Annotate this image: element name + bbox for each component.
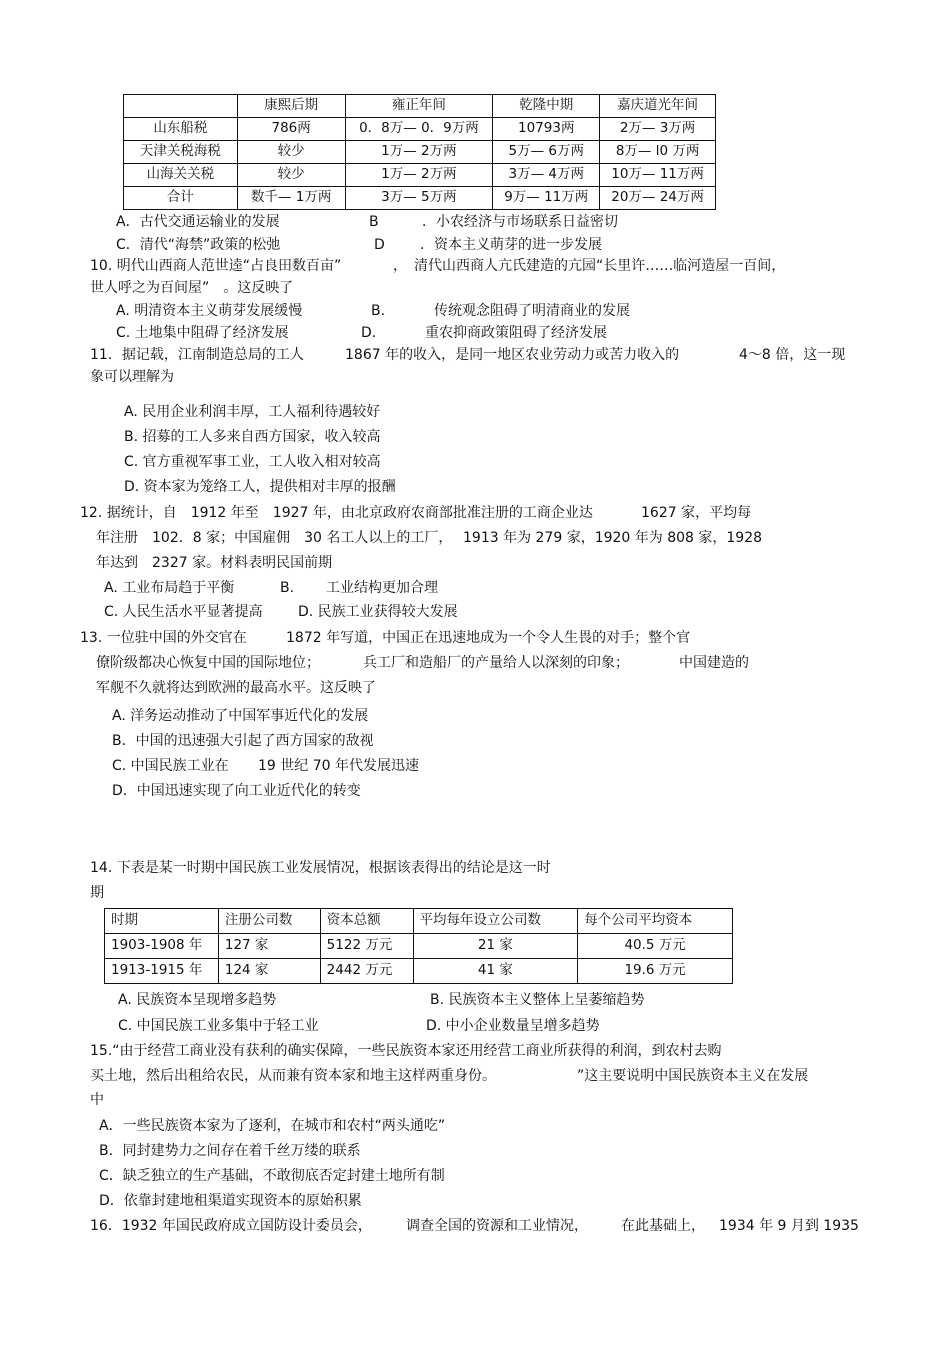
table-cell: 10793两: [493, 118, 600, 141]
option-d: ．资本主义萌芽的进一步发展: [420, 237, 602, 253]
option-c: C. 人民生活水平显著提高: [104, 604, 263, 620]
question-10-text: ，: [393, 258, 407, 274]
option-c: C. 官方重视军事工业，工人收入相对较高: [124, 454, 381, 470]
question-16-text: 16．1932 年国民政府成立国防设计委员会，: [90, 1218, 372, 1234]
table-cell: 山海关关税: [124, 164, 238, 187]
option-c: C．缺乏独立的生产基础，不敢彻底否定封建土地所有制: [99, 1168, 445, 1184]
question-12-text: 1913 年为 279 家，1920 年为 808 家，1928: [463, 530, 763, 546]
table-cell: 127 家: [218, 934, 320, 959]
option-c: C. 中国民族工业在: [112, 758, 229, 774]
table-cell: 3万— 5万两: [345, 187, 493, 210]
question-12-text: 12. 据统计，自 1912 年至 1927 年，由北京政府农商部批准注册的工商企业达: [80, 505, 593, 521]
table-cell: 0．8万— 0．9万两: [345, 118, 493, 141]
option-d: D．依靠封建地租渠道实现资本的原始积累: [99, 1193, 362, 1209]
table-header-row: [124, 95, 716, 118]
question-15-text: 中: [90, 1092, 104, 1108]
option-c: C. 中国民族工业多集中于轻工业: [118, 1018, 319, 1034]
question-13-text: 僚阶级都决心恢复中国的国际地位；: [96, 655, 320, 671]
option-b: B. 招募的工人多来自西方国家，收入较高: [124, 429, 381, 445]
question-11-text: 11．据记载，江南制造总局的工人: [90, 347, 304, 363]
option-a: A．古代交通运输业的发展: [116, 214, 280, 230]
table-header-cell: [124, 95, 238, 118]
question-15-text: 15.“由于经营工商业没有获利的确实保障，一些民族资本家还用经营工商业所获得的利润，到农村去购: [90, 1043, 722, 1059]
option-a: A. 明清资本主义萌芽发展缓慢: [116, 303, 303, 319]
option-b-letter: B.: [280, 580, 295, 596]
option-a: A. 洋务运动推动了中国军事近代化的发展: [112, 708, 369, 724]
table-header-cell: 雍正年间: [345, 95, 493, 118]
option-c: 19 世纪 70 年代发展迅速: [258, 758, 419, 774]
option-a: A. 民用企业利润丰厚，工人福利待遇较好: [124, 404, 381, 420]
table-cell: 5122 万元: [320, 934, 413, 959]
question-13-text: 13. 一位驻中国的外交官在: [80, 630, 247, 646]
table-cell: 1913-1915 年: [105, 959, 219, 984]
question-10-text: 10. 明代山西商人范世逵“占良田数百亩”: [90, 258, 342, 274]
question-14-text: 期: [90, 885, 104, 901]
table-cell: 40.5 万元: [578, 934, 733, 959]
table-header-cell: 康熙后期: [237, 95, 345, 118]
table-cell: 19.6 万元: [578, 959, 733, 984]
table-header-cell: 每个公司平均资本: [578, 909, 733, 934]
table-cell: 较少: [237, 164, 345, 187]
option-b: 工业结构更加合理: [326, 580, 438, 596]
table-cell: 天津关税海税: [124, 141, 238, 164]
table-cell: 3万— 4万两: [493, 164, 600, 187]
question-14-text: 14. 下表是某一时期中国民族工业发展情况，根据该表得出的结论是这一时: [90, 860, 551, 876]
question-12-text: 年注册 102．8 家；中国雇佣 30 名工人以上的工厂，: [96, 530, 453, 546]
question-13-text: 兵工厂和造船厂的产量给人以深刻的印象；: [363, 655, 629, 671]
question-16-text: 1934 年 9 月到 1935: [719, 1218, 859, 1234]
table-header-cell: 注册公司数: [218, 909, 320, 934]
option-a: A. 民族资本呈现增多趋势: [118, 992, 277, 1008]
table-cell: 5万— 6万两: [493, 141, 600, 164]
question-11-text: 1867 年的收入，是同一地区农业劳动力或苦力收入的: [345, 347, 680, 363]
table-cell: 2442 万元: [320, 959, 413, 984]
option-d: D. 资本家为笼络工人，提供相对丰厚的报酬: [124, 479, 396, 495]
table-cell: 8万— l0 万两: [600, 141, 716, 164]
option-b-letter: B.: [371, 303, 386, 319]
question-13-text: 中国建造的: [679, 655, 749, 671]
table-cell: 20万— 24万两: [600, 187, 716, 210]
option-d: D. 民族工业获得较大发展: [298, 604, 458, 620]
table-row: [124, 141, 716, 164]
table-header-cell: 嘉庆道光年间: [600, 95, 716, 118]
option-d: D. 中小企业数量呈增多趋势: [426, 1018, 600, 1034]
table-cell: 41 家: [413, 959, 578, 984]
option-b: ．小农经济与市场联系日益密切: [422, 214, 618, 230]
question-13-text: 1872 年写道，中国正在迅速地成为一个令人生畏的对手；整个官: [286, 630, 691, 646]
table-header-row: [105, 909, 733, 934]
question-15-text: 买土地，然后出租给农民，从而兼有资本家和地主这样两重身份。: [90, 1068, 496, 1084]
table-row: [105, 959, 733, 984]
tax-table: [123, 94, 716, 210]
option-c: C. 土地集中阻碍了经济发展: [116, 325, 289, 341]
table-cell: 1万— 2万两: [345, 164, 493, 187]
question-15-text: ”这主要说明中国民族资本主义在发展: [577, 1068, 809, 1084]
industry-table: [104, 908, 733, 984]
table-header-cell: 资本总额: [320, 909, 413, 934]
table-cell: 1903-1908 年: [105, 934, 219, 959]
table-cell: 124 家: [218, 959, 320, 984]
question-10-text: 世人呼之为百间屋” 。这反映了: [90, 280, 294, 296]
option-a: A. 工业布局趋于平衡: [104, 580, 235, 596]
option-b-letter: B: [369, 214, 379, 230]
table-cell: 2万— 3万两: [600, 118, 716, 141]
option-b: B．同封建势力之间存在着千丝万缕的联系: [99, 1143, 361, 1159]
table-cell: 9万— 11万两: [493, 187, 600, 210]
option-d-letter: D: [374, 237, 385, 253]
question-11-text: 4～8 倍，这一现: [739, 347, 846, 363]
option-b: B．中国的迅速强大引起了西方国家的敌视: [112, 733, 374, 749]
table-cell: 786两: [237, 118, 345, 141]
table-cell: 合计: [124, 187, 238, 210]
table-cell: 1万— 2万两: [345, 141, 493, 164]
table-cell: 较少: [237, 141, 345, 164]
option-b: 传统观念阻碍了明清商业的发展: [434, 303, 630, 319]
table-row: [124, 187, 716, 210]
option-d: 重农抑商政策阻碍了经济发展: [425, 325, 607, 341]
table-header-cell: 平均每年设立公司数: [413, 909, 578, 934]
table-row: [105, 934, 733, 959]
question-13-text: 军舰不久就将达到欧洲的最高水平。这反映了: [96, 680, 376, 696]
option-b: B. 民族资本主义整体上呈萎缩趋势: [430, 992, 645, 1008]
question-10-text: 清代山西商人亢氏建造的亢园“长里许……临河造屋一百间，: [414, 258, 786, 274]
table-row: [124, 164, 716, 187]
table-row: [124, 118, 716, 141]
question-16-text: 调查全国的资源和工业情况，: [406, 1218, 588, 1234]
option-d-letter: D.: [361, 325, 377, 341]
question-16-text: 在此基础上，: [621, 1218, 705, 1234]
table-cell: 数千— 1万两: [237, 187, 345, 210]
question-12-text: 年达到 2327 家。材料表明民国前期: [96, 555, 333, 571]
table-header-cell: 时期: [105, 909, 219, 934]
question-11-text: 象可以理解为: [90, 369, 174, 385]
option-a: A．一些民族资本家为了逐利，在城市和农村“两头通吃”: [99, 1118, 446, 1134]
table-cell: 10万— 11万两: [600, 164, 716, 187]
option-d: D．中国迅速实现了向工业近代化的转变: [112, 783, 361, 799]
option-c: C．清代“海禁”政策的松弛: [116, 237, 281, 253]
table-cell: 山东船税: [124, 118, 238, 141]
question-12-text: 1627 家，平均每: [641, 505, 752, 521]
table-cell: 21 家: [413, 934, 578, 959]
table-header-cell: 乾隆中期: [493, 95, 600, 118]
